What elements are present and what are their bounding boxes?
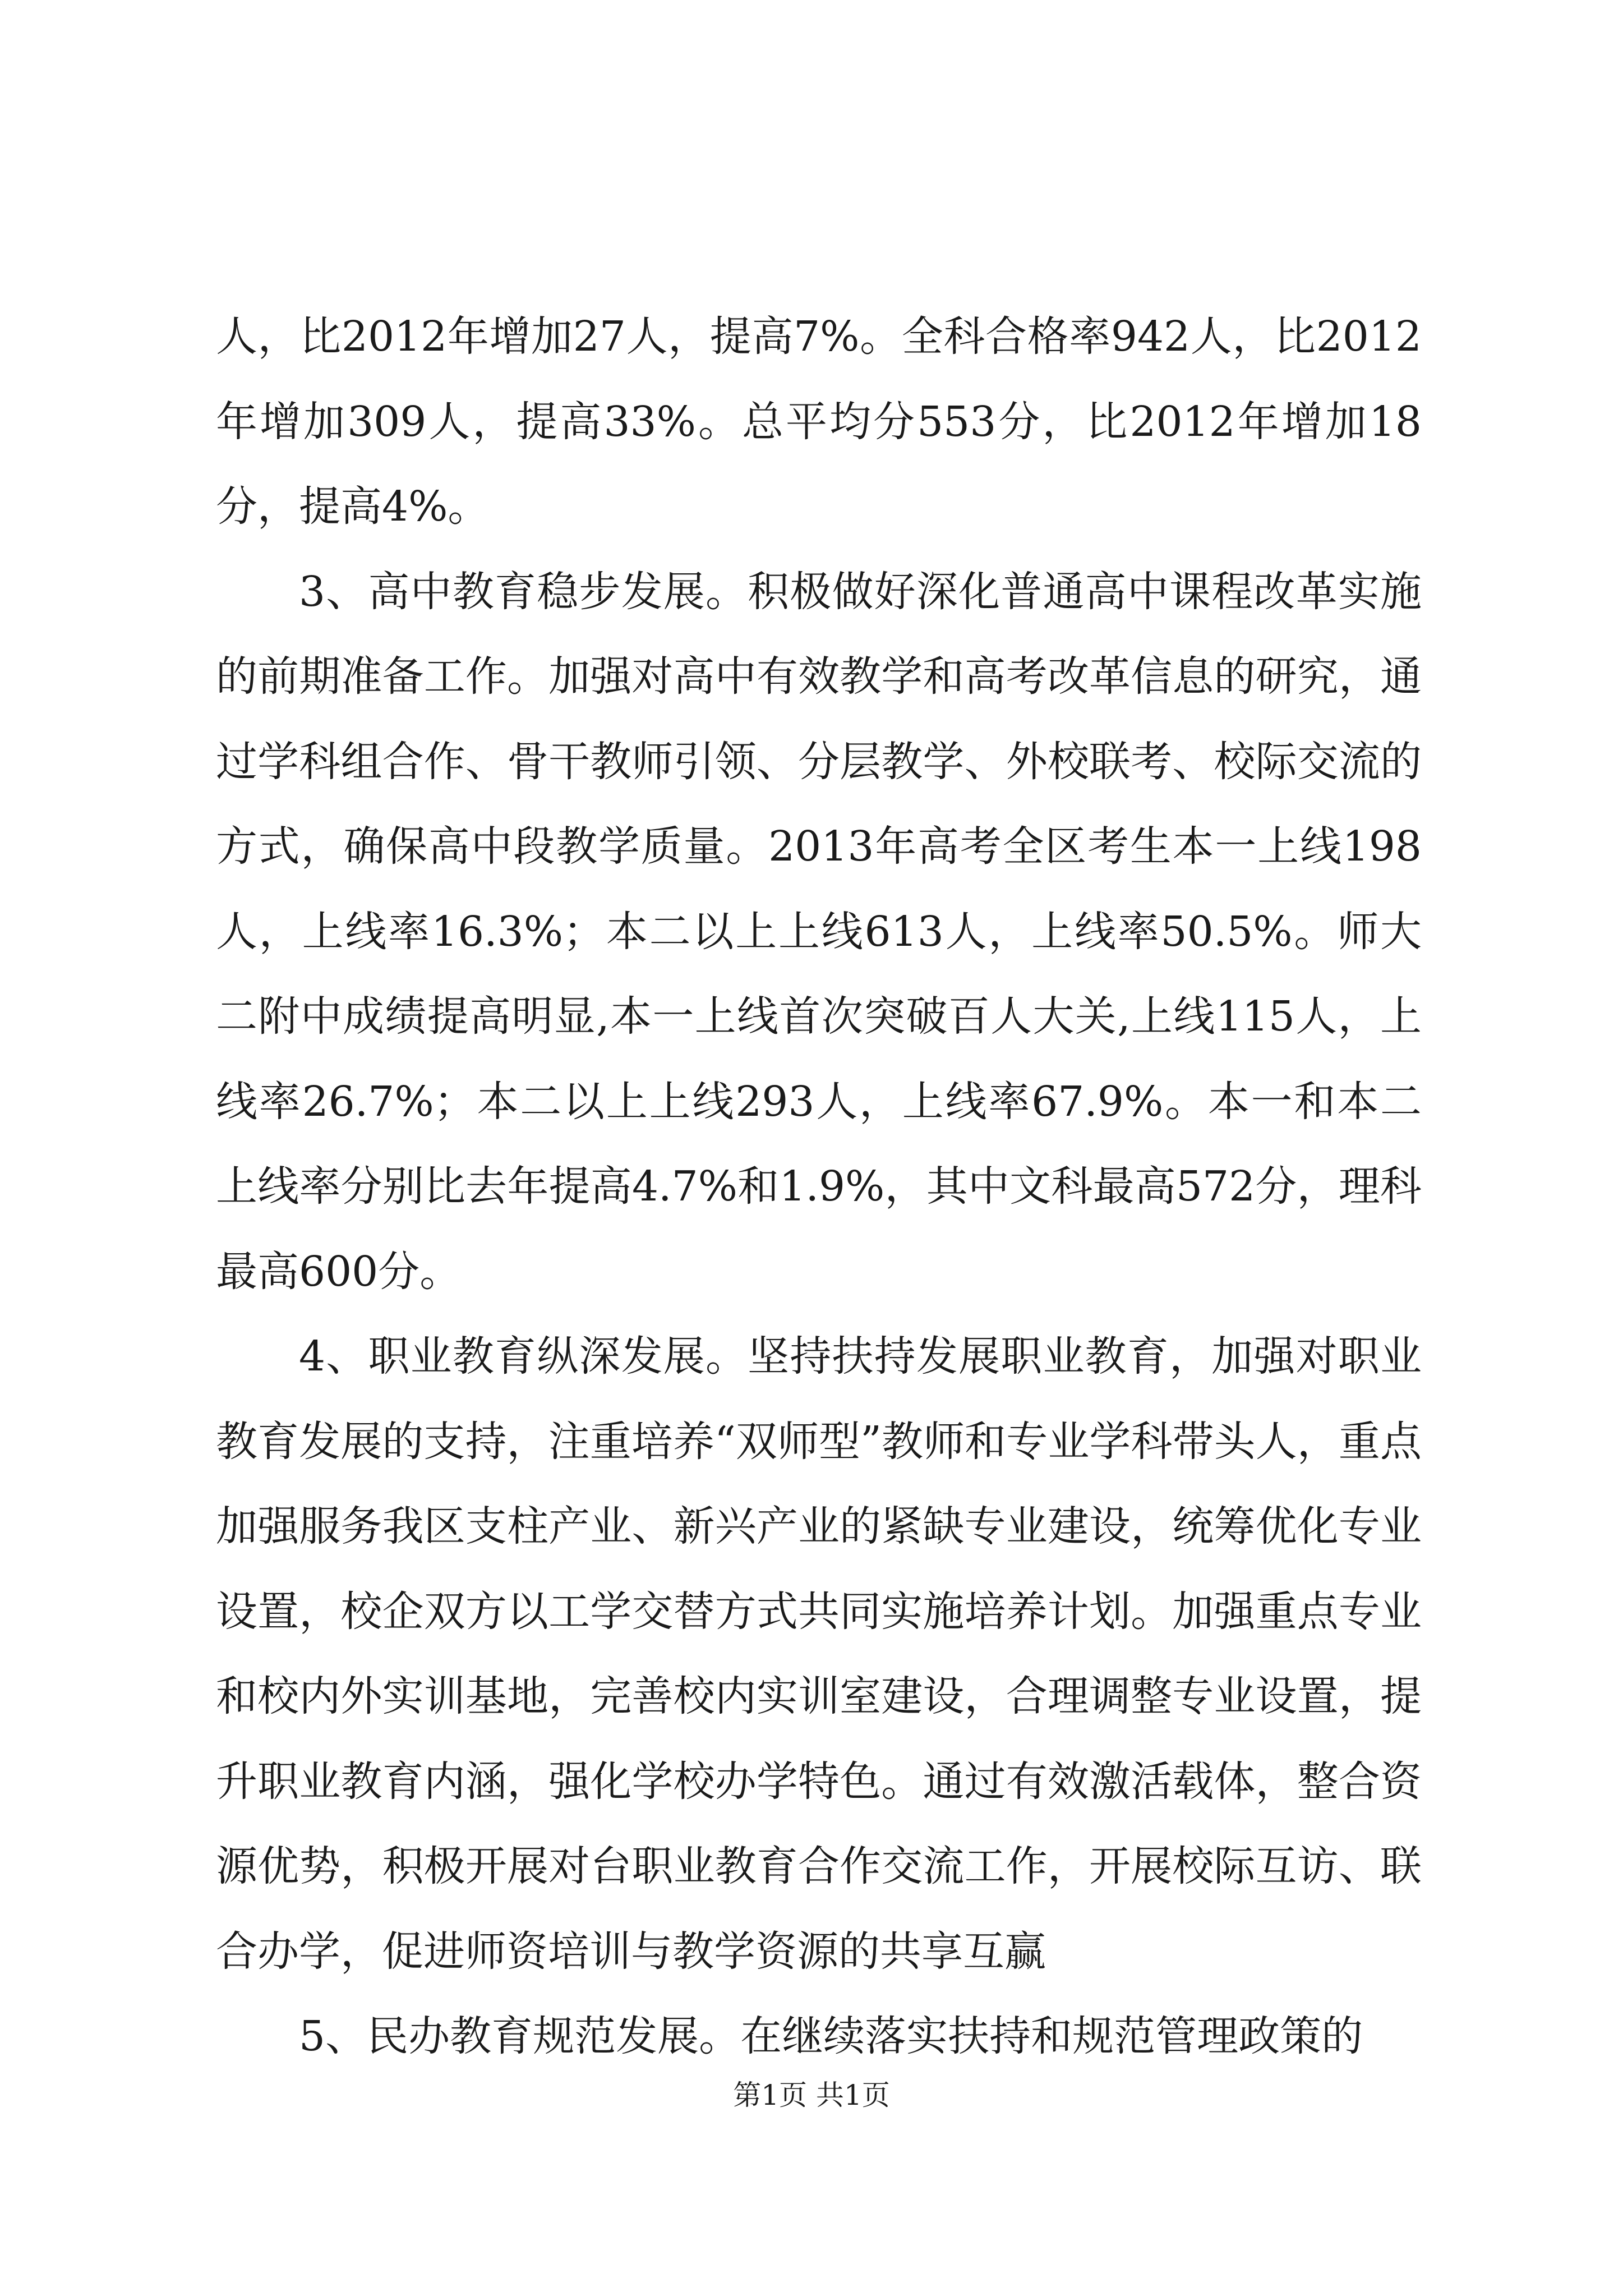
paragraph-vocational-education: 4、职业教育纵深发展。坚持扶持发展职业教育，加强对职业教育发展的支持，注重培养“双师型”教师和专业学科带头人，重点加强服务我区支柱产业、新兴产业的紧缺专业建设，统筹优化专业设置，校企双方以工学交替方式共同实施培养计划。加强重点专业和校内外实训基地，完善校内实训室建设，合理调整专业设置，提升职业教育内涵，强化学校办学特色。通过有效激活载体，整合资源优势，积极开展对台职业教育合作交流工作，开展校际互访、联合办学，促进师资培训与教学资源的共享互赢: [216, 1332, 1422, 1976]
paragraph-high-school-education: 3、高中教育稳步发展。积极做好深化普通高中课程改革实施的前期准备工作。加强对高中有效教学和高考改革信息的研究，通过学科组合作、骨干教师引领、分层教学、外校联考、校际交流的方式，确保高中段教学质量。2013年高考全区考生本一上线198人，上线率16.3%；本二以上上线613人，上线率50.5%。师大二附中成绩提高明显,本一上线首次突破百人大关,上线115人，上线率26.7%；本二以上上线293人，上线率67.9%。本一和本二上线率分别比去年提高4.7%和1.9%，其中文科最高572分，理科最高600分。: [216, 567, 1422, 1296]
page-footer: [0, 2078, 1623, 2112]
paragraph-private-education: 5、民办教育规范发展。在继续落实扶持和规范管理政策的: [299, 2012, 1363, 2060]
paragraph-continuation: 人，比2012年增加27人，提高7%。全科合格率942人，比2012年增加309人，提高33%。总平均分553分，比2012年增加18分，提高4%。: [216, 312, 1422, 531]
page-number-label: 第1页 共1页: [733, 2079, 890, 2111]
document-body: [216, 295, 1422, 2079]
